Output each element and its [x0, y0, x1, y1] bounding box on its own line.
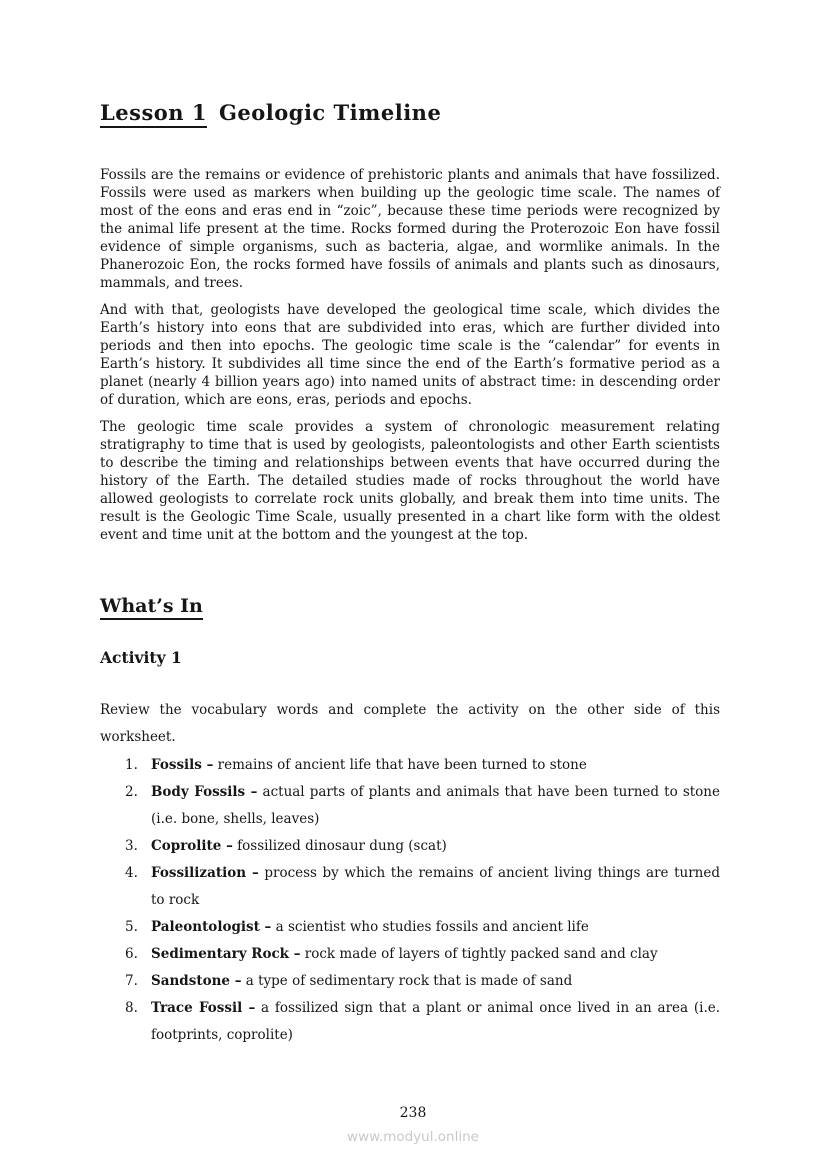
list-item-number: 6.: [125, 946, 138, 962]
vocabulary-list: [125, 752, 720, 1049]
list-item: [125, 860, 720, 914]
vocab-term: Sedimentary Rock –: [151, 946, 301, 962]
vocab-definition: rock made of layers of tightly packed sand and clay: [304, 946, 658, 962]
vocab-definition: actual parts of plants and animals that have been turned to stone (i.e. bone, shells, leaves): [151, 784, 720, 827]
section-heading-whats-in: What’s In: [100, 594, 720, 619]
vocab-definition: a type of sedimentary rock that is made of sand: [245, 973, 573, 989]
list-item-number: 3.: [125, 838, 138, 854]
vocab-term: Sandstone –: [151, 973, 242, 989]
vocab-term: Coprolite –: [151, 838, 233, 854]
list-item: [125, 995, 720, 1049]
vocab-definition: remains of ancient life that have been turned to stone: [217, 757, 587, 773]
list-item-number: 2.: [125, 784, 138, 800]
lesson-title-number: Lesson 1: [100, 100, 207, 128]
list-item-number: 5.: [125, 919, 138, 935]
vocab-term: Fossilization –: [151, 865, 259, 881]
activity-intro: Review the vocabulary words and complete the activity on the other side of this worksheet.: [100, 702, 720, 745]
list-item: [125, 752, 720, 779]
paragraph-chronologic: The geologic time scale provides a system of chronologic measurement relating stratigraphy to time that is used by geologists, paleontologists and other Earth scientists to describe the timing and relationships between events that have occurred during the history of the Earth. The detailed studies made of rocks throughout the world have allowed geologists to correlate rock units globally, and break them into time units. The result is the Geologic Time Scale, usually presented in a chart like form with the oldest event and time unit at the bottom and the youngest at the top.: [100, 419, 720, 543]
watermark: www.modyul.online: [347, 1129, 479, 1145]
vocab-definition: a scientist who studies fossils and ancient life: [275, 919, 589, 935]
list-item: [125, 968, 720, 995]
list-item: [125, 779, 720, 833]
list-item-number: 4.: [125, 865, 138, 881]
vocab-term: Trace Fossil –: [151, 1000, 256, 1016]
page-number: 238: [399, 1105, 427, 1121]
list-item: [125, 833, 720, 860]
list-item: [125, 914, 720, 941]
list-item-number: 7.: [125, 973, 138, 989]
lesson-title: [100, 100, 720, 126]
vocab-definition: a fossilized sign that a plant or animal once lived in an area (i.e. footprints, coprolite): [151, 1000, 721, 1043]
vocab-term: Fossils –: [151, 757, 214, 773]
lesson-title-text: Geologic Timeline: [218, 100, 442, 125]
list-item-number: 1.: [125, 757, 138, 773]
vocab-definition: fossilized dinosaur dung (scat): [237, 838, 447, 854]
paragraph-time-scale: And with that, geologists have developed the geological time scale, which divides the Earth’s history into eons that are subdivided into eras, which are further divided into periods and then into epochs. The geologic time scale is the “calendar” for events in Earth’s history. It subdivides all time since the end of the Earth’s formative period as a planet (nearly 4 billion years ago) into named units of abstract time: in descending order of duration, which are eons, eras, periods and epochs.: [100, 302, 720, 408]
list-item: [125, 941, 720, 968]
list-item-number: 8.: [125, 1000, 138, 1016]
vocab-term: Body Fossils –: [151, 784, 258, 800]
vocab-term: Paleontologist –: [151, 919, 272, 935]
vocab-definition: process by which the remains of ancient living things are turned to rock: [151, 865, 720, 908]
paragraph-fossils: Fossils are the remains or evidence of prehistoric plants and animals that have fossilized. Fossils were used as markers when building up the geologic time scale. The names of most of the eons and eras end in “zoic”, because these time periods were recognized by the animal life present at the time. Rocks formed during the Proterozoic Eon have fossil evidence of simple organisms, such as bacteria, algae, and wormlike animals. In the Phanerozoic Eon, the rocks formed have fossils of animals and plants such as dinosaurs, mammals, and trees.: [100, 167, 720, 291]
activity-heading: Activity 1: [100, 648, 182, 667]
